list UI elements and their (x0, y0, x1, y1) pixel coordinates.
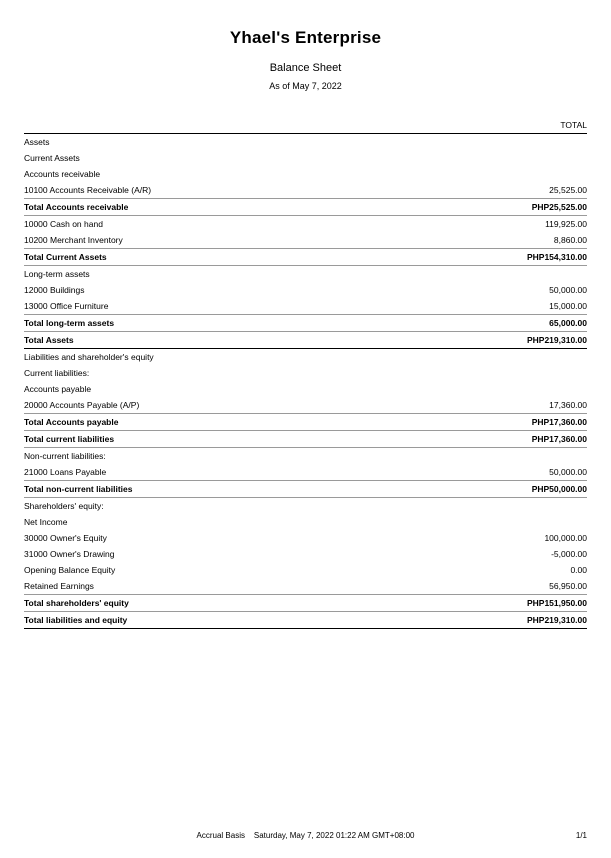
column-header-blank (24, 117, 477, 134)
row-amount (477, 381, 587, 397)
table-row (24, 182, 587, 199)
row-amount (477, 514, 587, 530)
table-row (24, 464, 587, 481)
row-amount (477, 365, 587, 381)
row-label: Current Assets (24, 153, 80, 163)
table-row (24, 150, 587, 166)
accounting-basis: Accrual Basis (196, 831, 245, 840)
table-row (24, 546, 587, 562)
row-amount: 50,000.00 (549, 285, 587, 295)
table-row (24, 249, 587, 266)
row-amount: 119,925.00 (545, 219, 587, 229)
row-label: 30000 Owner's Equity (24, 533, 107, 543)
row-label: Current liabilities: (24, 368, 90, 378)
row-amount: PHP154,310.00 (477, 249, 587, 266)
balance-sheet-table (24, 117, 587, 629)
row-amount: PHP219,310.00 (477, 612, 587, 629)
balance-sheet-body (24, 117, 587, 629)
row-amount: PHP17,360.00 (477, 431, 587, 448)
row-label: Net Income (24, 517, 68, 527)
page-number: 1/1 (575, 831, 587, 840)
row-label: 31000 Owner's Drawing (24, 549, 115, 559)
row-label: Long-term assets (24, 269, 90, 279)
row-label: Assets (24, 134, 477, 151)
row-label: 10200 Merchant Inventory (24, 235, 123, 245)
table-header-row (24, 117, 587, 134)
row-label: Retained Earnings (24, 581, 94, 591)
generated-timestamp: Saturday, May 7, 2022 01:22 AM GMT+08:00 (253, 831, 415, 840)
report-header (24, 0, 587, 91)
row-amount (477, 150, 587, 166)
table-row (24, 530, 587, 546)
row-label: Total non-current liabilities (24, 481, 477, 498)
table-row (24, 199, 587, 216)
row-amount: 56,950.00 (549, 581, 587, 591)
row-amount (477, 349, 587, 366)
table-row (24, 431, 587, 448)
table-row (24, 397, 587, 414)
row-label: Total current liabilities (24, 431, 477, 448)
table-row (24, 365, 587, 381)
company-name: Yhael's Enterprise (229, 28, 382, 47)
row-amount: 65,000.00 (477, 315, 587, 332)
table-row (24, 282, 587, 298)
table-row (24, 481, 587, 498)
table-row (24, 595, 587, 612)
report-footer (24, 831, 587, 840)
row-amount: PHP219,310.00 (477, 332, 587, 349)
row-label: Total shareholders' equity (24, 595, 477, 612)
table-row (24, 448, 587, 465)
table-row (24, 266, 587, 283)
row-amount: 25,525.00 (549, 185, 587, 195)
table-row (24, 612, 587, 629)
table-row (24, 514, 587, 530)
table-row (24, 578, 587, 595)
row-amount: PHP17,360.00 (477, 414, 587, 431)
table-row (24, 349, 587, 366)
row-amount: -5,000.00 (551, 549, 587, 559)
row-amount: 17,360.00 (549, 400, 587, 410)
row-amount: PHP25,525.00 (477, 199, 587, 216)
row-label: 13000 Office Furniture (24, 301, 109, 311)
table-row (24, 562, 587, 578)
row-amount: 0.00 (570, 565, 587, 575)
table-row (24, 414, 587, 431)
row-amount: PHP151,950.00 (477, 595, 587, 612)
row-amount (477, 448, 587, 465)
table-row (24, 298, 587, 315)
row-label: Total long-term assets (24, 315, 477, 332)
column-header-total: TOTAL (477, 117, 587, 134)
row-label: 12000 Buildings (24, 285, 85, 295)
row-label: 20000 Accounts Payable (A/P) (24, 400, 140, 410)
row-amount: 15,000.00 (549, 301, 587, 311)
row-amount: PHP50,000.00 (477, 481, 587, 498)
row-label: Non-current liabilities: (24, 451, 106, 461)
row-amount (477, 266, 587, 283)
table-row (24, 381, 587, 397)
table-row (24, 232, 587, 249)
row-label: Total Current Assets (24, 249, 477, 266)
row-label: Accounts payable (24, 384, 92, 394)
table-row (24, 332, 587, 349)
table-row (24, 134, 587, 151)
table-row (24, 498, 587, 515)
row-amount (477, 498, 587, 515)
row-label: Shareholders' equity: (24, 501, 104, 511)
row-label: 10100 Accounts Receivable (A/R) (24, 185, 152, 195)
row-label: Total Assets (24, 332, 477, 349)
row-amount: 100,000.00 (544, 533, 587, 543)
report-date: As of May 7, 2022 (269, 81, 342, 91)
report-title: Balance Sheet (269, 62, 342, 74)
row-label: Accounts receivable (24, 169, 101, 179)
row-amount: 8,860.00 (553, 235, 587, 245)
row-label: Total Accounts payable (24, 414, 477, 431)
row-amount (477, 134, 587, 151)
row-amount: 50,000.00 (549, 467, 587, 477)
table-row (24, 315, 587, 332)
row-label: 10000 Cash on hand (24, 219, 103, 229)
row-label: 21000 Loans Payable (24, 467, 107, 477)
row-label: Liabilities and shareholder's equity (24, 352, 154, 362)
row-amount (477, 166, 587, 182)
row-label: Opening Balance Equity (24, 565, 116, 575)
table-row (24, 166, 587, 182)
footer-meta (197, 831, 415, 840)
row-label: Total liabilities and equity (24, 612, 477, 629)
row-label: Total Accounts receivable (24, 199, 477, 216)
table-row (24, 216, 587, 233)
